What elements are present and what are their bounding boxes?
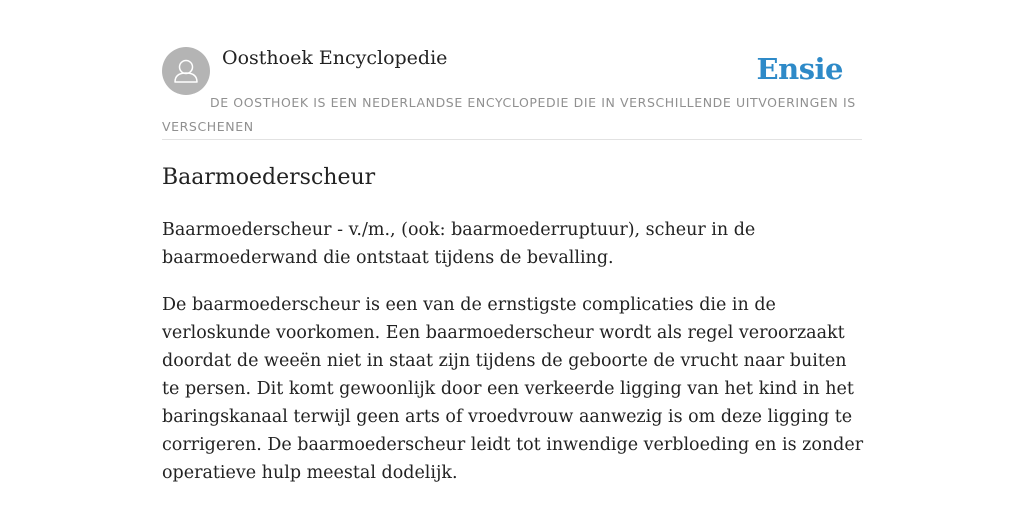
article-title: Baarmoederscheur [162, 165, 376, 190]
article-paragraph: De baarmoederscheur is een van de ernstigste complicaties die in de verloskunde voorkomen. Een baarmoederscheur wordt als regel veroorzaakt doordat de weeën niet in staat zijn tijdens de geboorte de vrucht naar buiten te persen. Dit komt gewoonlijk door een verkeerde ligging van het kind in het baringskanaal terwijl geen arts of vroedvrouw aanwezig is om deze ligging te corrigeren. De baarmoederscheur leidt tot inwendige verbloeding en is zonder operatieve hulp meestal dodelijk. [162, 295, 864, 483]
user-icon [162, 47, 210, 95]
article [162, 163, 867, 487]
avatar[interactable] [162, 47, 210, 95]
header-divider [162, 139, 862, 140]
source-description: DE OOSTHOEK IS EEN NEDERLANDSE ENCYCLOPEDIE DIE IN VERSCHILLENDE UITVOERINGEN IS VERSCHENEN [162, 95, 856, 134]
source-title[interactable]: Oosthoek Encyclopedie [222, 47, 448, 69]
article-paragraph: Baarmoederscheur - v./m., (ook: baarmoederruptuur), scheur in de baarmoederwand die ontstaat tijdens de bevalling. [162, 220, 756, 268]
brand-logo[interactable]: Ensie [756, 52, 843, 86]
